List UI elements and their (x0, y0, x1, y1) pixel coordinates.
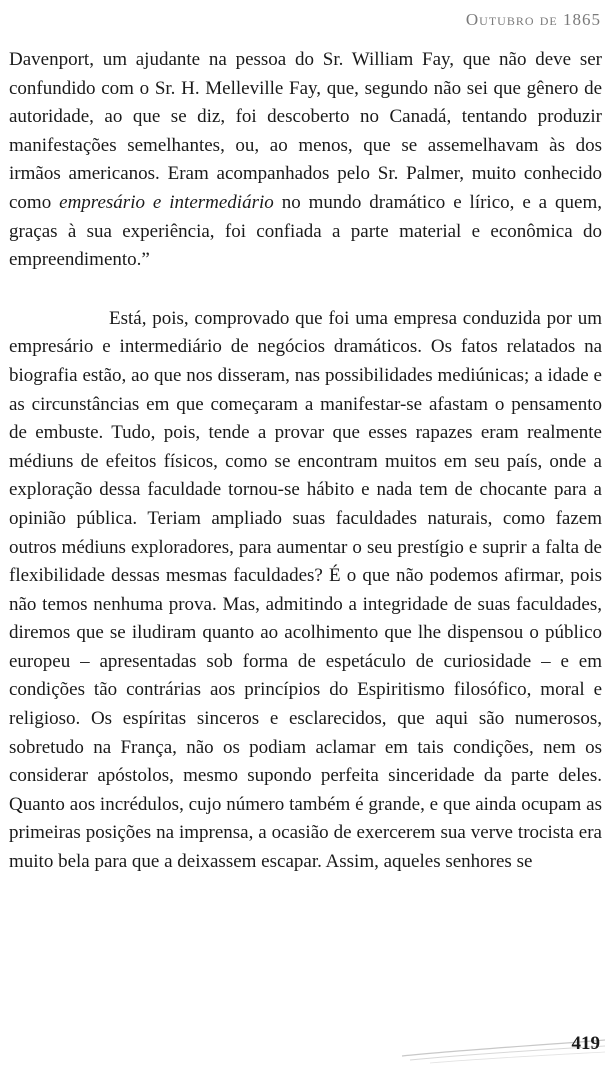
italic-term: empresário e intermediário (59, 191, 274, 213)
quote-paragraph (9, 46, 602, 275)
running-header: Outubro de 1865 (465, 10, 601, 29)
quote-text-part1: Davenport, um ajudante na pessoa do Sr. William Fay, que não deve ser confundido com o Sr. H. Melleville Fay, que, segundo não sei que gênero de autoridade, ao que se diz, foi descoberto no Canadá, tentando produzir manifestações semelhantes, ou, ao menos, que se assemelhavam às dos irmãos americanos. Eram acompanhados pelo Sr. Palmer, muito conhecido como (9, 49, 602, 213)
page-number: 419 (571, 1033, 600, 1054)
quote-text-part2: no mundo dramático e lírico, e a quem, graças à sua experiência, foi confiada a parte material e econômica do empreendimento.” (9, 191, 602, 271)
body-paragraph: Está, pois, comprovado que foi uma empresa conduzida por um empresário e intermediário de negócios dramáticos. Os fatos relatados na biografia estão, ao que nos disseram, nas possibilidades mediúnicas; a idade e as circunstâncias em que começaram a manifestar-se afastam o pensamento de embuste. Tudo, pois, tende a provar que esses rapazes eram realmente médiuns de efeitos físicos, como se encontram muitos em seu país, onde a exploração dessa faculdade tornou-se hábito e nada tem de chocante para a opinião pública. Teriam ampliado suas faculdades naturais, como fazem outros médiuns exploradores, para aumentar o seu prestígio e suprir a falta de flexibilidade dessas mesmas faculdades? É o que não podemos afirmar, pois não temos nenhuma prova. Mas, admitindo a integridade de suas faculdades, diremos que se iludiram quanto ao acolhimento que lhe dispensou o público europeu – apresentadas sob forma de espetáculo de curiosidade – e em condições tão contrárias aos princípios do Espiritismo filosófico, moral e religioso. Os espíritas sinceros e esclarecidos, que aqui são numerosos, sobretudo na França, não os podiam aclamar em tais condições, nem os considerar apóstolos, mesmo supondo perfeita sinceridade da parte deles. Quanto aos incrédulos, cujo número também é grande, e que ainda ocupam as primeiras posições na imprensa, a ocasião de exercerem sua verve trocista era muito bela para que a deixassem escapar. Assim, aqueles senhores se (9, 307, 602, 873)
page-text (9, 46, 602, 877)
